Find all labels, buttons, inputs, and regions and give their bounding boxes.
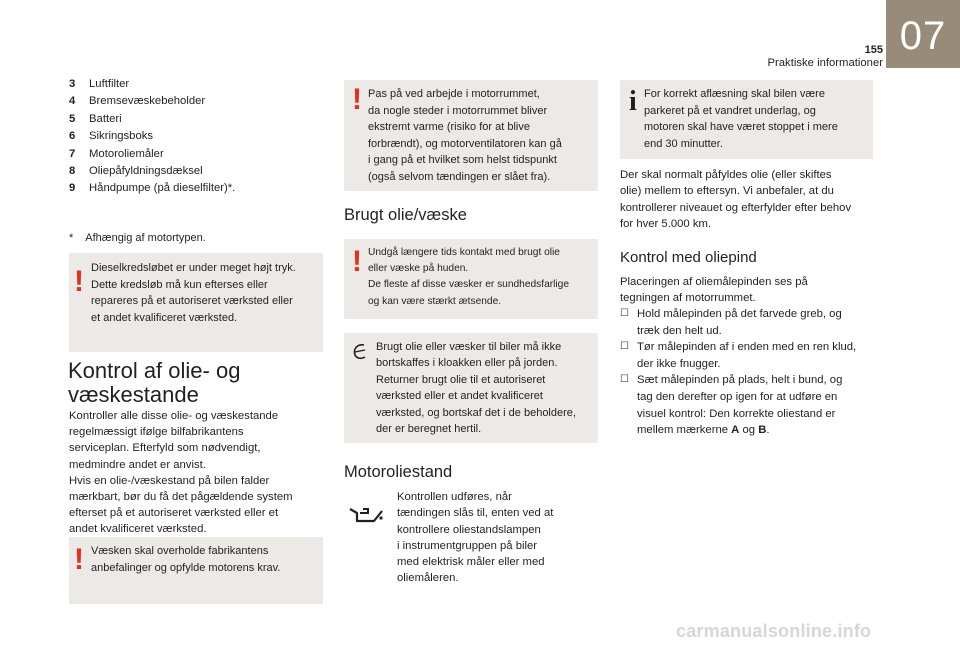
footnote: * Afhængig af motortypen. — [69, 232, 206, 244]
checkbox-icon: ☐ — [620, 308, 629, 319]
list-item: ☐ Hold målepinden på det farvede greb, og træk den helt ud. — [620, 308, 842, 337]
oil-level-text: Kontrollen udføres, når tændingen slås til, enten ved at kontrollere oliestandslampen i instrumentgruppen på biler med elektrisk måler eller med oliemåleren. — [397, 491, 554, 585]
list-item: 4 Bremsevæskebeholder — [69, 95, 206, 108]
parts-list — [69, 76, 329, 198]
dipstick-intro: Placeringen af oliemålepinden ses på tegningen af motorrummet. — [620, 276, 808, 305]
chapter-tab: 07 — [886, 0, 960, 68]
refill-paragraph: Der skal normalt påfyldes olie (eller skiftes olie) mellem to eftersyn. Vi anbefaler, at du kontrollerer niveauet og efterfylder efter behov for hver 5.000 km. — [620, 169, 852, 231]
list-item: ☐ Tør målepinden af i enden med en ren klud, der ikke fnugger. — [620, 341, 857, 370]
info-box: i For korrekt aflæsning skal bilen være parkeret på et vandret underlag, og motoren skal have været stoppet i mere end 30 minutter. — [620, 80, 873, 159]
section-heading-used-oil: Brugt olie/væske — [344, 206, 467, 224]
list-item: 5 Batteri — [69, 112, 122, 125]
warning-box-used-oil: ! Undgå længere tids kontakt med brugt olie eller væske på huden. De fleste af disse væsker er sundhedsfarlige og kan være stærkt ætsende. — [344, 239, 598, 319]
section-heading-oil-level: Motoroliestand — [344, 463, 453, 481]
oil-can-icon — [348, 503, 384, 525]
checkbox-icon: ☐ — [620, 374, 629, 386]
list-item: 7 Motoroliemåler — [69, 147, 164, 160]
warning-icon: ! — [74, 265, 84, 298]
warning-box-hot: ! Pas på ved arbejde i motorrummet, da nogle steder i motorrummet bliver ekstremt varme (risiko for at blive forbrændt), og motorventilatoren kan gå i gang på et hvilket som helst tidspunkt (også selvom tændingen er slået fra). — [344, 80, 598, 191]
warning-box-fluid: ! Væsken skal overholde fabrikantens anbefalinger og opfylde motorens krav. — [69, 537, 323, 604]
warning-icon: ! — [352, 245, 362, 278]
list-item: 8 Oliepåfyldningsdæksel — [69, 164, 203, 177]
eco-box: Brugt olie eller væsker til biler må ikke bortskaffes i kloakken eller på jorden. Returner brugt olie til et autoriseret værksted eller et andet kvalificeret værksted, og bortskaf det i de beholdere, der er beregnet hertil. — [344, 333, 598, 443]
warning-box-diesel: ! Dieselkredsløbet er under meget højt tryk. Dette kredsløb må kun efterses eller repareres på et autoriseret værksted eller et andet kvalificeret værksted. — [69, 253, 323, 352]
dipstick-steps — [620, 306, 880, 439]
section-heading-check: Kontrol af olie- og væskestande — [68, 358, 241, 407]
list-item: 6 Sikringsboks — [69, 130, 154, 143]
list-item: ☐ Sæt målepinden på plads, helt i bund, og tag den derefter op igen for at udføre en visuel kontrol: Den korrekte oliestand er mellem mærkerne A og B. — [620, 374, 843, 437]
list-item: 3 Luftfilter — [69, 78, 130, 90]
check-paragraph: Kontroller alle disse olie- og væskestande regelmæssigt ifølge bilfabrikantens serviceplan. Efterfyld som nødvendigt, medmindre andet er anvist. Hvis en olie-/væskestand på bilen falder mærkbart, bør du få det pågældende system efterset på et autoriseret værksted eller et andet kvalificeret værksted. — [69, 410, 293, 536]
warning-icon: ! — [74, 543, 84, 576]
list-item: 9 Håndpumpe (på dieselfilter)*. — [69, 182, 236, 195]
watermark: carmanualsonline.info — [676, 621, 872, 641]
warning-icon: ! — [352, 83, 362, 116]
section-title: Praktiske informationer — [767, 57, 883, 69]
section-heading-dipstick: Kontrol med oliepind — [620, 249, 757, 266]
info-icon: i — [629, 86, 637, 117]
recycle-leaf-icon — [350, 339, 372, 363]
checkbox-icon: ☐ — [620, 341, 629, 353]
page-number: 155 — [864, 44, 883, 56]
